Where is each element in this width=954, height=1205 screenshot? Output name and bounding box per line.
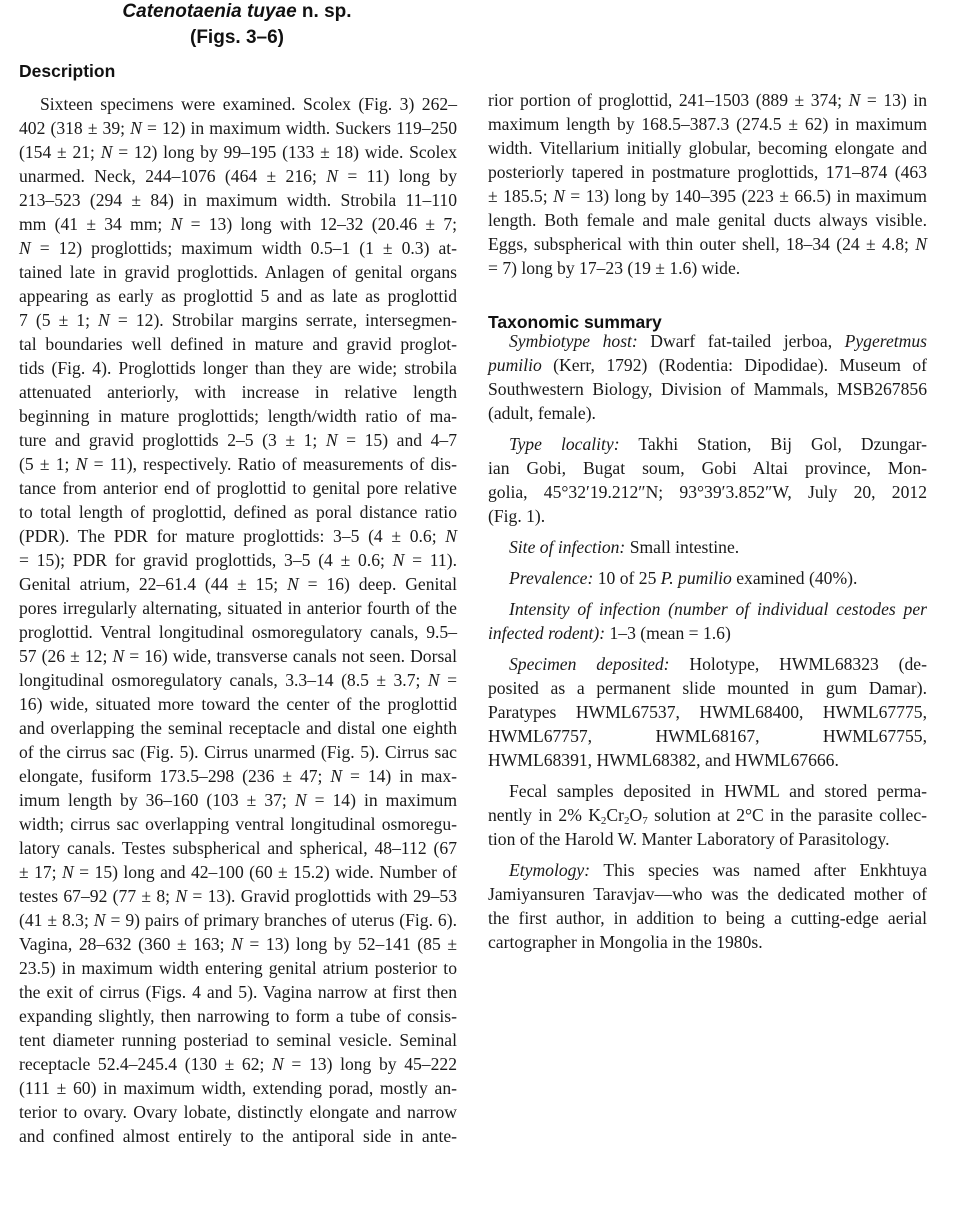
text-line: 213–523 (294 ± 84) in maximum width. Strobila 11–110 [19, 190, 457, 210]
text-line: to total length of proglottid, defined as poral distance ratio [19, 502, 457, 522]
text-line: and confined almost entirely to the antiporal side in ante- [19, 1126, 457, 1146]
prevalence-paragraph: Prevalence: 10 of 25 P. pumilio examined (40%). [509, 568, 858, 588]
text-line: tal boundaries well defined in mature and gravid proglot- [19, 334, 457, 354]
text-line: maximum length by 168.5–387.3 (274.5 ± 62) in maximum [488, 114, 927, 134]
text-line: testes 67–92 (77 ± 8; N = 13). Gravid proglottids with 29–53 [19, 886, 457, 906]
text-line: (PDR). The PDR for mature proglottids: 3–5 (4 ± 0.6; N [19, 526, 457, 546]
text-line: the exit of cirrus (Figs. 4 and 5). Vagina narrow at first then [19, 982, 457, 1002]
etymology-paragraph: Etymology: This species was named after Enkhtuya Jamiyansuren Taravjav—who was the dedicated mother of the first author, in addition to being a cutting-edge aerial cartographer in Mongolia in the 1980s. [488, 860, 927, 952]
type-locality-label: Type locality: [509, 434, 620, 454]
text-line: (5 ± 1; N = 11), respectively. Ratio of measurements of dis- [19, 454, 457, 474]
specimen-deposited-label: Specimen deposited: [509, 654, 670, 674]
prevalence-label: Prevalence: [509, 568, 594, 588]
description-heading: Description [19, 61, 116, 81]
text-line: 16) wide, situated more toward the center of the proglottid [19, 694, 457, 714]
species-suffix: n. sp. [296, 1, 352, 22]
host-species: pumilio [488, 355, 542, 375]
text-line: 57 (26 ± 12; N = 16) wide, transverse canals not seen. Dorsal [19, 646, 457, 666]
site-of-infection-paragraph: Site of infection: Small intestine. [509, 537, 740, 557]
text-line: pores irregularly alternating, situated in anterior fourth of the [19, 598, 457, 618]
text-line: width. Vitellarium initially globular, becoming elongate and [488, 138, 927, 158]
species-name: Catenotaenia tuyae [122, 1, 297, 22]
text-line: N = 12) proglottids; maximum width 0.5–1 (1 ± 0.3) at- [19, 238, 457, 258]
symbiotype-host-label: Symbiotype host: [509, 331, 638, 351]
text-line: rior portion of proglottid, 241–1503 (889 ± 374; N = 13) in [488, 90, 927, 110]
text-line: ± 185.5; N = 13) long by 140–395 (223 ± 66.5) in maximum [488, 186, 927, 206]
text-line: tained late in gravid proglottids. Anlagen of genital organs [19, 262, 457, 282]
specimen-deposited-paragraph: Specimen deposited: Holotype, HWML68323 (de- posited as a permanent slide mounted in gum Damar). Paratypes HWML67537, HWML68400, HWML67775, HWML67757, HWML68167, HWML67755, HWML68391, HWML68382, and HWML67666. [488, 654, 927, 770]
text-line: 402 (318 ± 39; N = 12) in maximum width. Suckers 119–250 [19, 118, 458, 138]
text-line: Sixteen specimens were examined. Scolex (Fig. 3) 262– [40, 94, 457, 114]
species-title [0, 1, 474, 23]
text-line: Genital atrium, 22–61.4 (44 ± 15; N = 16) deep. Genital [19, 574, 457, 594]
intensity-paragraph: Intensity of infection (number of individual cestodes per infected rodent): 1–3 (mean = 1.6) [488, 599, 927, 643]
description-body [19, 92, 457, 1148]
text-line: and overlapping the seminal receptacle and distal one eighth [19, 718, 457, 738]
description-continuation [488, 88, 927, 280]
text-line: latory canals. Testes subspherical and spherical, 48–112 (67 [19, 838, 457, 858]
text-line: unarmed. Neck, 244–1076 (464 ± 216; N = 11) long by [19, 166, 457, 186]
text-line: tance from anterior end of proglottid to genital pore relative [19, 478, 457, 498]
type-locality-paragraph: Type locality: Takhi Station, Bij Gol, Dzungar- ian Gobi, Bugat soum, Gobi Altai province, Mon- golia, 45°32′19.212″N; 93°39′3.852″W, July 20, 2012 (Fig. 1). [488, 434, 927, 526]
text-line: width; cirrus sac overlapping ventral longitudinal osmoregu- [19, 814, 457, 834]
text-line: attenuated anteriorly, with increase in relative length [19, 382, 457, 402]
text-line: mm (41 ± 34 mm; N = 13) long with 12–32 (20.46 ± 7; [19, 214, 458, 234]
text-line: tids (Fig. 4). Proglottids longer than they are wide; strobila [19, 358, 457, 378]
text-line: imum length by 36–160 (103 ± 37; N = 14) in maximum [19, 790, 457, 810]
text-line: receptacle 52.4–245.4 (130 ± 62; N = 13) long by 45–222 [19, 1054, 457, 1074]
symbiotype-host-paragraph: Symbiotype host: Dwarf fat-tailed jerboa, Pygeretmus pumilio (Kerr, 1792) (Rodentia: Dipodidae). Museum of Southwestern Biology, Division of Mammals, MSB267856 (adult, female). [488, 331, 927, 423]
text-line: tent diameter running posteriad to seminal vesicle. Seminal [19, 1030, 457, 1050]
text-line: appearing as early as proglottid 5 and as late as proglottid [19, 286, 457, 306]
text-line: Vagina, 28–632 (360 ± 163; N = 13) long by 52–141 (85 ± [19, 934, 457, 954]
text-line: (111 ± 60) in maximum width, extending porad, mostly an- [19, 1078, 457, 1098]
figures-reference: (Figs. 3–6) [190, 27, 284, 48]
text-line: 7 (5 ± 1; N = 12). Strobilar margins serrate, intersegmen- [19, 310, 457, 330]
etymology-label: Etymology: [509, 860, 591, 880]
text-line: 23.5) in maximum width entering genital atrium posterior to [19, 958, 457, 978]
text-line: = 7) long by 17–23 (19 ± 1.6) wide. [488, 258, 741, 278]
text-line: longitudinal osmoregulatory canals, 3.3–14 (8.5 ± 3.7; N = [19, 670, 457, 690]
taxonomic-summary-heading: Taxonomic summary [488, 312, 662, 332]
fecal-samples-paragraph: Fecal samples deposited in HWML and stored perma- nently in 2% $K_2Cr_2O_7$ solution at 2°C in the parasite collec- tion of the Harold W. Manter Laboratory of Parasitology. [488, 781, 928, 849]
text-line: length. Both female and male genital ducts always visible. [488, 210, 927, 230]
text-line: ture and gravid proglottids 2–5 (3 ± 1; N = 15) and 4–7 [19, 430, 457, 450]
text-line: = 15); PDR for gravid proglottids, 3–5 (4 ± 0.6; N = 11). [19, 550, 457, 570]
text-line: posteriorly tapered in postmature proglottids, 171–874 (463 [488, 162, 927, 182]
text-line: beginning in mature proglottids; length/width ratio of ma- [19, 406, 457, 426]
text-line: of the cirrus sac (Fig. 5). Cirrus unarmed (Fig. 5). Cirrus sac [19, 742, 457, 762]
text-line: expanding slightly, then narrowing to form a tube of consis- [19, 1006, 457, 1026]
site-of-infection-label: Site of infection: [509, 537, 626, 557]
host-genus: Pygeretmus [844, 331, 927, 351]
text-line: (154 ± 21; N = 12) long by 99–195 (133 ± 18) wide. Scolex [19, 142, 457, 162]
text-line: (41 ± 8.3; N = 9) pairs of primary branches of uterus (Fig. 6). [19, 910, 457, 930]
text-line: ± 17; N = 15) long and 42–100 (60 ± 15.2) wide. Number of [19, 862, 457, 882]
text-line: Eggs, subspherical with thin outer shell, 18–34 (24 ± 4.8; N [488, 234, 927, 254]
text-line: proglottid. Ventral longitudinal osmoregulatory canals, 9.5– [19, 622, 457, 642]
right-column [488, 88, 927, 954]
intensity-label: Intensity of infection (number of individual cestodes per [509, 599, 927, 619]
text-line: elongate, fusiform 173.5–298 (236 ± 47; N = 14) in max- [19, 766, 457, 786]
text-line: terior to ovary. Ovary lobate, distinctly elongate and narrow [19, 1102, 457, 1122]
